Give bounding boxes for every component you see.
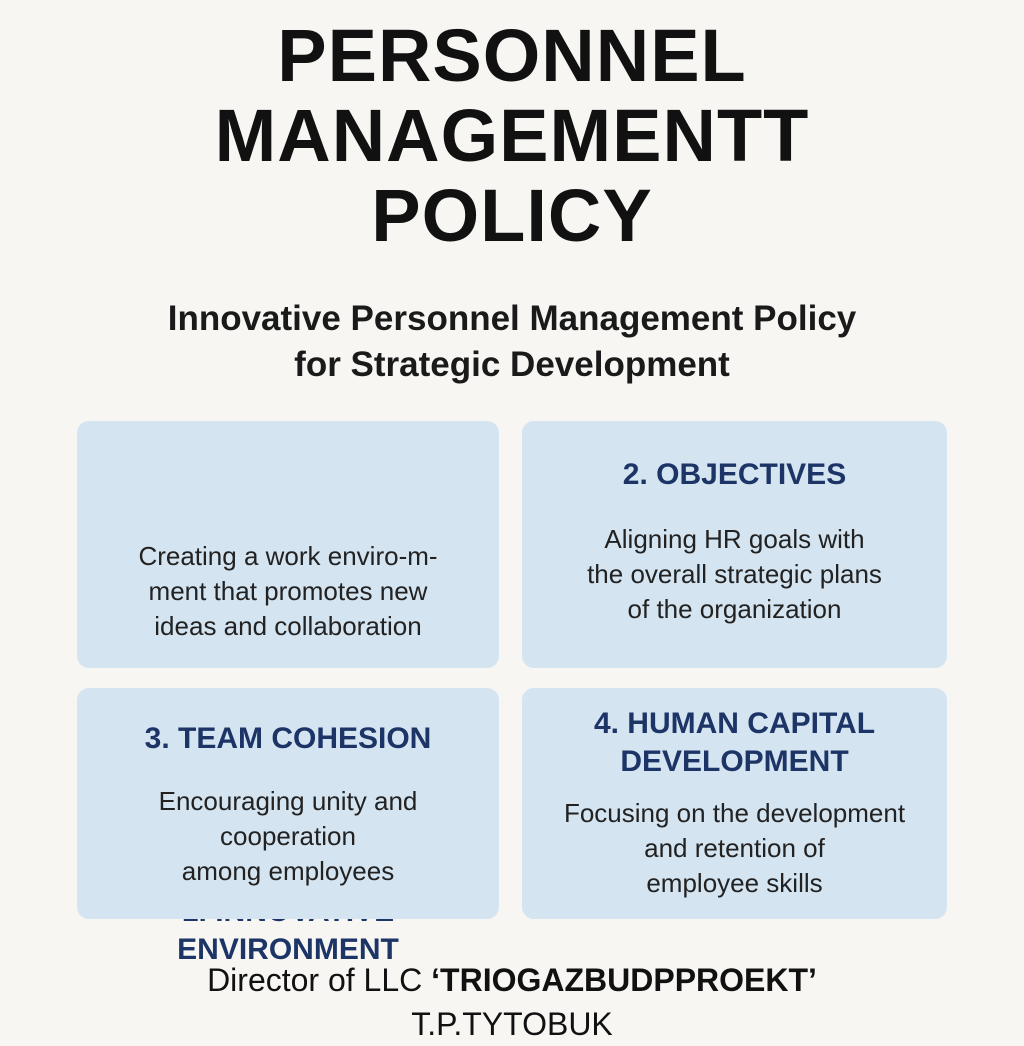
subtitle-line-2: for Strategic Development [294,345,730,384]
title-line-3: POLICY [371,174,653,257]
subtitle [0,296,1024,388]
card-body [522,796,947,901]
card-title-line: 3. TEAM COHESION [144,722,432,755]
card-title-line: 2. OBJECTIVES [622,458,847,491]
card-body [77,539,499,644]
card-objectives [522,421,947,668]
card-title [522,456,947,494]
card-title-line: ENVIRONMENT [177,933,399,966]
card-team-cohesion [77,688,499,919]
card-human-capital-development [522,688,947,919]
card-body-line: Aligning HR goals with [604,524,865,554]
title-line-1: PERSONNEL [277,14,747,97]
signature-block [0,958,1024,1046]
signature-line-1 [0,958,1024,1002]
card-body-line: Encouraging unity and [158,786,418,816]
card-body-line: Creating a work enviro-m- [138,541,438,571]
card-body-line: ideas and collaboration [154,611,422,641]
title-line-2: MANAGEMENTT [214,94,810,177]
card-title-line: 4. HUMAN CAPITAL [593,707,876,740]
card-body-line: employee skills [646,868,823,898]
card-body-line: and retention of [644,833,825,863]
card-body-line: among employees [181,856,395,886]
card-body-line: Focusing on the development [563,798,906,828]
subtitle-line-1: Innovative Personnel Management Policy [167,299,857,338]
company-name: ‘TRIOGAZBUDPPROEKT’ [431,962,817,998]
card-body [522,522,947,627]
card-body-line: of the organization [627,594,842,624]
card-title [522,705,947,781]
card-body-line: the overall strategic plans [587,559,882,589]
card-title-line: DEVELOPMENT [620,745,849,778]
signature-name: T.P.TYTOBUK [411,1006,613,1042]
signature-prefix: Director of LLC [207,962,432,998]
card-title [77,720,499,758]
card-body-line: ment that promotes new [148,576,428,606]
page-title [0,16,1024,256]
card-body [77,784,499,889]
card-body-line: cooperation [220,821,356,851]
